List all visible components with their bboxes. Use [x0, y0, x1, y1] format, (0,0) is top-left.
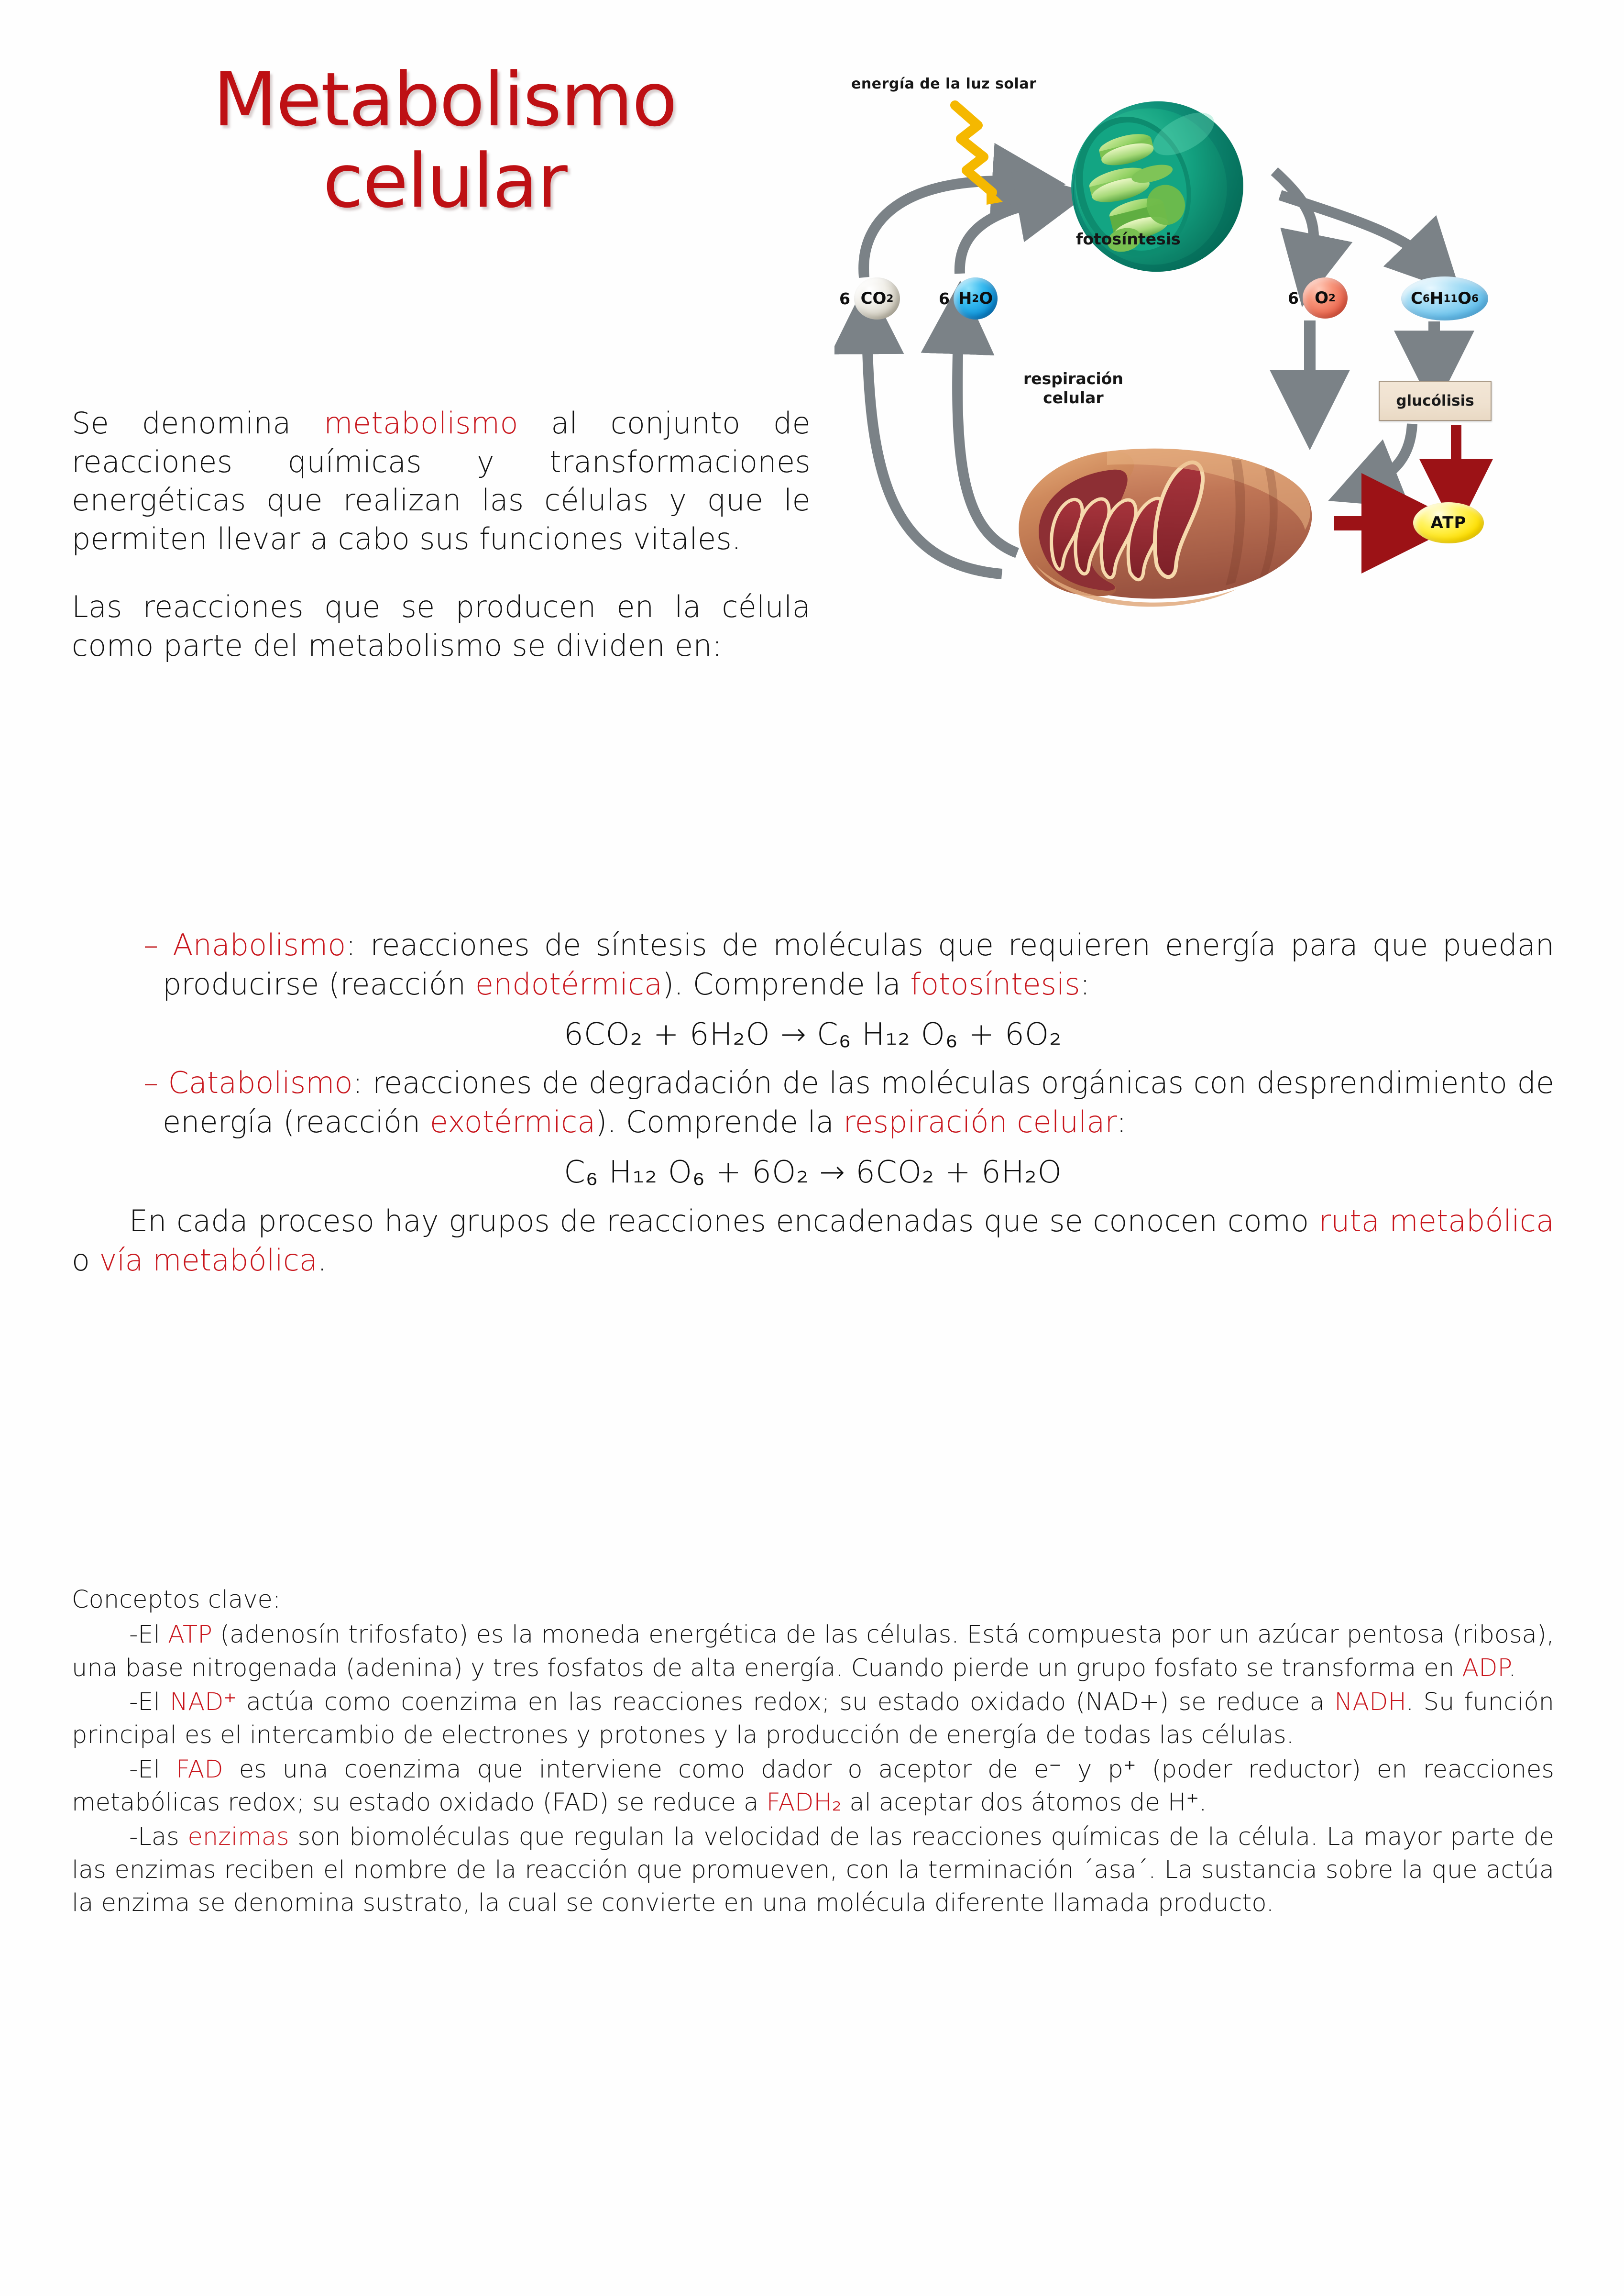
concept-enzimas-prefix: -Las [129, 1822, 188, 1851]
molecule-o2-sphere: O 2 [1303, 277, 1348, 319]
concepts-heading: Conceptos clave: [72, 1586, 281, 1614]
bullet-anabolismo [72, 926, 1554, 1004]
bullet-dash: – [143, 1065, 158, 1101]
molecule-glucose-ellipse: C 6 H 11 O 6 [1401, 276, 1488, 320]
concept-fad-body-a: es una coenzima que interviene como dador o aceptor de e⁻ y p⁺ (poder reductor) en reacciones metabólicas redox; su estado oxidado (FAD) se reduce a [72, 1755, 1554, 1817]
concept-term-fad: FAD [176, 1755, 223, 1784]
concept-atp-body-a: (adenosín trifosfato) es la moneda energética de las células. Está compuesta por un azúcar pentosa (ribosa), una base nitrogenada (adenina) y tres fosfatos de alta energía. Cuando pierde un grupo fosfato se transforma en [72, 1621, 1554, 1682]
equation-respiration: C₆ H₁₂ O₆ + 6O₂ → 6CO₂ + 6H₂O [564, 1155, 1062, 1191]
bullet-anabolismo-text-a: : reacciones de síntesis de moléculas que requieren energía para que puedan producirse (reacción [163, 927, 1554, 1002]
bullet-term-catabolismo: Catabolismo [168, 1065, 353, 1101]
molecule-o2 [1288, 277, 1348, 319]
molecule-glucose [1401, 276, 1488, 320]
intro-highlight-metabolismo: metabolismo [324, 406, 518, 441]
molecule-co2-coefficient: 6 [839, 289, 850, 308]
intro-column [72, 404, 811, 665]
bullet-highlight-respiracion-celular: respiración celular [843, 1104, 1117, 1140]
concept-fad-prefix: -El [129, 1755, 176, 1784]
concept-term-fadh2: FADH₂ [766, 1788, 842, 1817]
closing-highlight-ruta-metabolica: ruta metabólica [1318, 1203, 1554, 1238]
bullet-catabolismo [72, 1063, 1554, 1142]
label-photosynthesis: fotosíntesis [1076, 230, 1181, 248]
closing-text-a: En cada proceso hay grupos de reacciones encadenadas que se conocen como [129, 1203, 1319, 1238]
bullet-term-anabolismo: Anabolismo [173, 927, 346, 962]
concept-enzimas [72, 1821, 1554, 1920]
glycolysis-box: glucólisis [1379, 381, 1492, 421]
molecule-h2o-coefficient: 6 [939, 289, 950, 308]
molecule-o2-coefficient: 6 [1288, 288, 1299, 308]
intro-paragraph-2: Las reacciones que se producen en la célula como parte del metabolismo se dividen en: [72, 589, 811, 663]
intro-p1-b: al conjunto de reacciones químicas y transformaciones energéticas que realizan las células y que le permiten llevar a cabo sus funciones vitales. [72, 406, 811, 556]
molecule-co2-sphere: CO 2 [854, 277, 900, 320]
bullet-highlight-exotermica: exotérmica [429, 1104, 596, 1140]
mitochondrion-illustration [964, 402, 1327, 617]
title-line-2: celular [323, 138, 567, 225]
closing-text-c: . [317, 1242, 327, 1278]
concept-nad-body-a: actúa como coenzima en las reacciones redox; su estado oxidado (NAD+) se reduce a [236, 1688, 1335, 1717]
intro-p1-a: Se denomina [72, 406, 324, 441]
label-respiration-line-1: respiración [1023, 369, 1123, 388]
molecule-h2o [939, 277, 998, 320]
metabolism-cycle-diagram [834, 72, 1542, 751]
bullet-highlight-fotosintesis: fotosíntesis [910, 966, 1080, 1002]
closing-paragraph [72, 1202, 1554, 1280]
molecule-atp-ellipse: ATP [1413, 502, 1484, 543]
concept-nad-body-b: . Su función principal es el intercambio de electrones y protones y la producción de energía de todas las células. [72, 1688, 1554, 1750]
molecule-h2o-sphere: H 2 O [954, 277, 998, 320]
concept-fad-body-b: al aceptar dos átomos de H⁺. [842, 1788, 1207, 1817]
equation-photosynthesis: 6CO₂ + 6H₂O → C₆ H₁₂ O₆ + 6O₂ [564, 1016, 1062, 1052]
molecule-co2 [839, 277, 900, 320]
bullet-anabolismo-text-c: : [1080, 966, 1090, 1002]
label-light-energy: energía de la luz solar [851, 76, 1037, 92]
bullet-highlight-endotermica: endotérmica [475, 966, 663, 1002]
concept-term-enzimas: enzimas [187, 1822, 289, 1851]
concept-atp [72, 1618, 1554, 1685]
closing-text-b: o [72, 1242, 99, 1278]
bullet-catabolismo-text-b: ). Comprende la [595, 1104, 844, 1140]
closing-highlight-via-metabolica: vía metabólica [99, 1242, 318, 1278]
concept-term-nadh: NADH [1334, 1688, 1406, 1717]
bullets-section [72, 926, 1554, 1280]
concept-term-adp: ADP [1462, 1654, 1509, 1682]
intro-paragraph-1 [72, 404, 811, 558]
bullet-catabolismo-text-a: : reacciones de degradación de las moléculas orgánicas con desprendimiento de energía (reacción [163, 1065, 1554, 1140]
concept-atp-body-b: . [1508, 1654, 1516, 1682]
concept-atp-prefix: -El [129, 1621, 168, 1649]
concept-fad [72, 1753, 1554, 1820]
chloroplast-illustration [1040, 91, 1265, 282]
label-respiration-line-2: celular [1043, 388, 1104, 408]
page-title [72, 56, 818, 225]
title-line-1: Metabolismo [213, 56, 677, 143]
key-concepts-section [72, 1583, 1554, 1921]
label-cellular-respiration [1023, 369, 1123, 408]
concept-term-atp: ATP [168, 1621, 212, 1649]
concept-term-nad: NAD⁺ [170, 1688, 237, 1717]
concept-enzimas-body: son biomoléculas que regulan la velocidad de las reacciones químicas de la célula. La mayor parte de las enzimas reciben el nombre de la reacción que promueven, con la terminación ´asa´. La sustancia sobre la que actúa la enzima se denomina sustrato, la cual se convierte en una molécula diferente llamada producto. [72, 1822, 1555, 1918]
bullet-catabolismo-text-c: : [1116, 1104, 1127, 1140]
bullet-dash: – [143, 927, 158, 962]
molecule-atp [1413, 502, 1484, 543]
concept-nad [72, 1686, 1554, 1752]
bullet-anabolismo-text-b: ). Comprende la [662, 966, 911, 1002]
concept-nad-prefix: -El [129, 1688, 170, 1717]
